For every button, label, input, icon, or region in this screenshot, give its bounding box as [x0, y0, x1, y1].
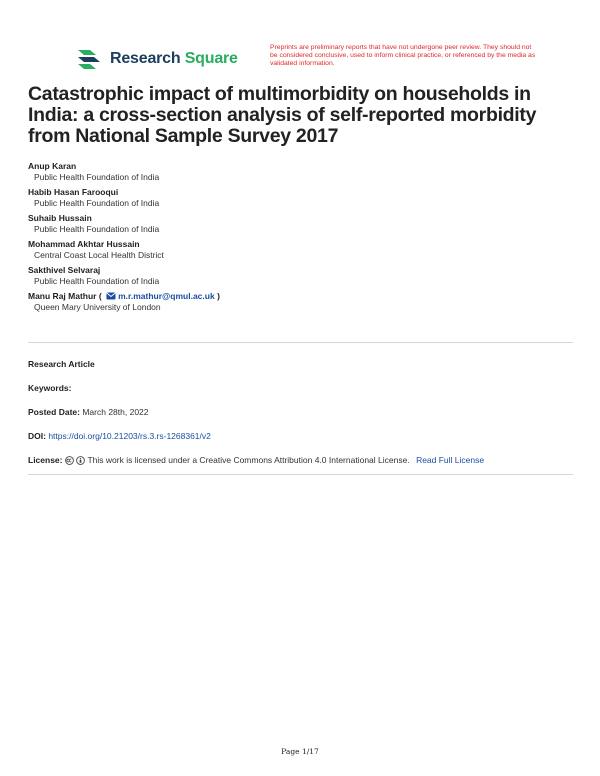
article-type: Research Article: [28, 359, 95, 369]
author-entry: [28, 265, 568, 287]
posted-date-label: Posted Date:: [28, 407, 80, 417]
author-email-link[interactable]: m.r.mathur@qmul.ac.uk: [118, 291, 215, 301]
doi-link[interactable]: https://doi.org/10.21203/rs.3.rs-1268361/v2: [48, 431, 211, 441]
author-affiliation: Public Health Foundation of India: [34, 224, 160, 234]
posted-date-value: March 28th, 2022: [82, 407, 149, 417]
posted-date-row: [28, 407, 149, 418]
paren-open: (: [98, 291, 102, 301]
by-icon: [76, 456, 85, 465]
paper-title: Catastrophic impact of multimorbidity on households in India: a cross-section analysis of self-reported morbidity from National Sample Survey 2017: [28, 83, 537, 147]
author-affiliation: Central Coast Local Health District: [34, 250, 164, 260]
mail-icon: [106, 292, 116, 300]
author-list: [28, 161, 568, 317]
divider-top: [28, 342, 573, 343]
research-square-logo[interactable]: [76, 47, 238, 71]
corresponding-author-name: [28, 291, 568, 302]
author-affiliation: Public Health Foundation of India: [34, 198, 160, 208]
author-entry: [28, 161, 568, 183]
doi-label: DOI:: [28, 431, 46, 441]
author-name[interactable]: Mohammad Akhtar Hussain: [28, 239, 140, 249]
license-label: License:: [28, 455, 63, 465]
divider-bottom: [28, 474, 573, 475]
author-affiliation: Queen Mary University of London: [34, 302, 161, 312]
paren-close: ): [217, 291, 220, 301]
author-name[interactable]: Manu Raj Mathur: [28, 291, 97, 301]
author-name[interactable]: Suhaib Hussain: [28, 213, 92, 223]
author-affiliation: Public Health Foundation of India: [34, 172, 160, 182]
cc-icon: [65, 456, 74, 465]
author-affiliation: Public Health Foundation of India: [34, 276, 160, 286]
author-entry: [28, 291, 568, 313]
author-name[interactable]: Anup Karan: [28, 161, 77, 171]
logo-text: Research Square: [110, 50, 238, 67]
keywords-label: Keywords:: [28, 383, 72, 393]
page-number: Page 1/17: [281, 747, 319, 756]
doi-row: [28, 431, 211, 442]
author-entry: [28, 187, 568, 209]
read-full-license-link[interactable]: Read Full License: [416, 455, 485, 465]
research-square-logo-icon: [76, 47, 102, 71]
preprint-disclaimer: Preprints are preliminary reports that have not undergone peer review. They should not be considered conclusive, used to inform clinical practice, or referenced by the media as validated information.: [270, 44, 536, 67]
license-row: [28, 455, 484, 466]
author-entry: [28, 239, 568, 261]
license-text: This work is licensed under a Creative Commons Attribution 4.0 International License.: [87, 455, 410, 465]
author-name[interactable]: Sakthivel Selvaraj: [28, 265, 101, 275]
author-name[interactable]: Habib Hasan Farooqui: [28, 187, 119, 197]
keywords-row: [28, 383, 71, 394]
author-entry: [28, 213, 568, 235]
